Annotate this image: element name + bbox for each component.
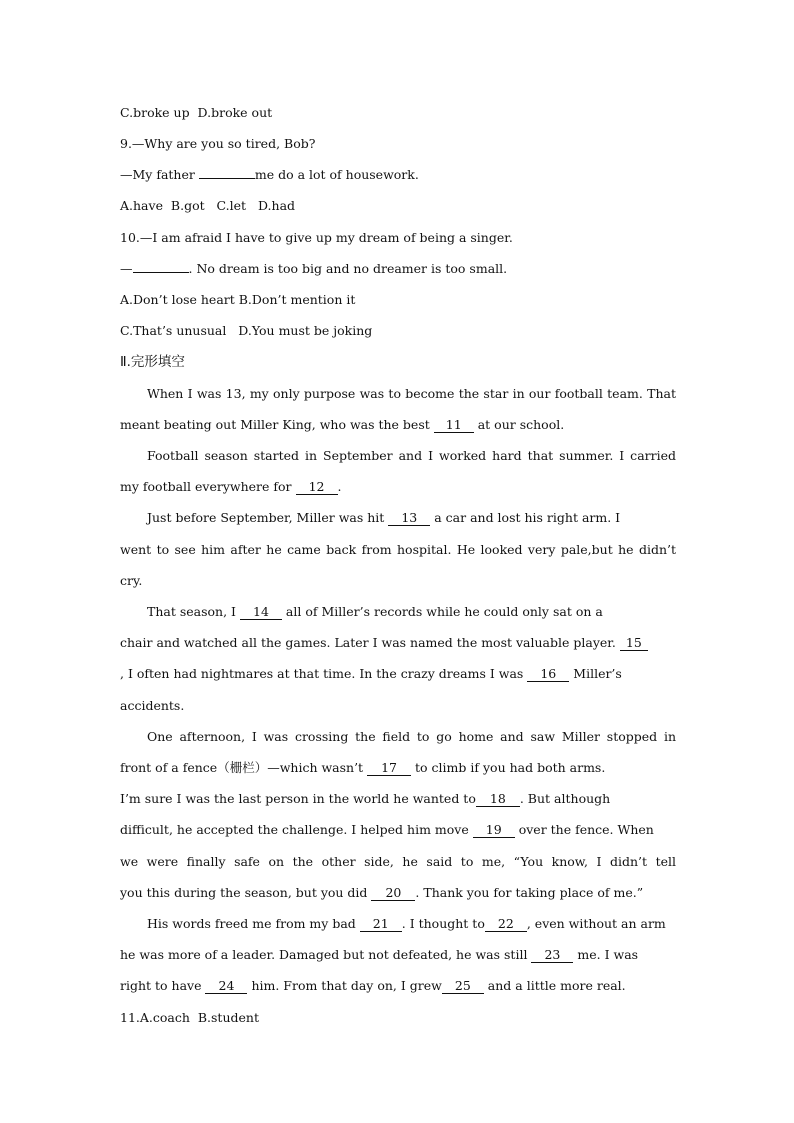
- blank-24[interactable]: 24: [205, 979, 247, 994]
- q10-options-cd: C.That’s unusual D.You must be joking: [120, 323, 373, 338]
- passage-line: right to have 24 him. From that day on, I grew 25 and a little more real.: [120, 978, 626, 993]
- q9-question: 9.—Why are you so tired, Bob?: [120, 136, 316, 151]
- blank-15[interactable]: 15: [620, 636, 648, 651]
- passage-line: One afternoon, I was crossing the field to go home and saw Miller stopped in: [147, 729, 676, 744]
- passage-line: my football everywhere for 12 .: [120, 479, 342, 494]
- q10-question: 10.—I am afraid I have to give up my dream of being a singer.: [120, 230, 513, 245]
- passage-line: When I was 13, my only purpose was to become the star in our football team. That: [147, 386, 676, 401]
- section-title: Ⅱ.完形填空: [120, 354, 185, 370]
- blank-11[interactable]: 11: [434, 418, 474, 433]
- passage-line: chair and watched all the games. Later I was named the most valuable player. 15: [120, 634, 676, 652]
- blank-21[interactable]: 21: [360, 917, 402, 932]
- blank-17[interactable]: 17: [367, 761, 411, 776]
- passage-line: His words freed me from my bad 21 . I thought to 22 , even without an arm: [147, 916, 666, 931]
- blank-23[interactable]: 23: [531, 948, 573, 963]
- q9-blank[interactable]: [199, 178, 255, 179]
- passage-line: you this during the season, but you did 20 . Thank you for taking place of me.”: [120, 885, 644, 900]
- blank-25[interactable]: 25: [442, 979, 484, 994]
- blank-22[interactable]: 22: [485, 917, 527, 932]
- passage-line: Football season started in September and I worked hard that summer. I carried: [147, 448, 676, 463]
- blank-18[interactable]: 18: [476, 792, 520, 807]
- q10-blank[interactable]: [133, 272, 189, 273]
- passage-line: accidents.: [120, 698, 185, 713]
- blank-14[interactable]: 14: [240, 605, 282, 620]
- q11-options: 11.A.coach B.student: [120, 1010, 259, 1025]
- q9-answer: —My father me do a lot of housework.: [120, 167, 419, 182]
- passage-line: front of a fence（栅栏）—which wasn’t 17 to climb if you had both arms.: [120, 760, 606, 775]
- passage-line: difficult, he accepted the challenge. I helped him move 19 over the fence. When: [120, 822, 654, 837]
- passage-line: I’m sure I was the last person in the world he wanted to 18 . But although: [120, 791, 611, 806]
- passage-line: cry.: [120, 573, 143, 588]
- q8-options-cd: C.broke up D.broke out: [120, 105, 273, 120]
- passage-line: Just before September, Miller was hit 13 a car and lost his right arm. I: [147, 510, 621, 525]
- blank-16[interactable]: 16: [527, 667, 569, 682]
- passage-line: he was more of a leader. Damaged but not defeated, he was still 23 me. I was: [120, 947, 639, 962]
- q10-answer: — . No dream is too big and no dreamer is too small.: [120, 261, 508, 276]
- q9-options: A.have B.got C.let D.had: [120, 198, 296, 213]
- passage-line: we were finally safe on the other side, he said to me, “You know, I didn’t tell: [120, 854, 676, 869]
- passage-line: That season, I 14 all of Miller’s records while he could only sat on a: [147, 604, 603, 619]
- passage-line: went to see him after he came back from hospital. He looked very pale,but he didn’t: [120, 542, 676, 557]
- blank-19[interactable]: 19: [473, 823, 515, 838]
- q10-options-ab: A.Don’t lose heart B.Don’t mention it: [120, 292, 356, 307]
- passage-line: , I often had nightmares at that time. In the crazy dreams I was 16 Miller’s: [120, 666, 622, 681]
- blank-12[interactable]: 12: [296, 480, 338, 495]
- blank-13[interactable]: 13: [388, 511, 430, 526]
- passage-line: meant beating out Miller King, who was the best 11 at our school.: [120, 417, 565, 432]
- blank-20[interactable]: 20: [371, 886, 415, 901]
